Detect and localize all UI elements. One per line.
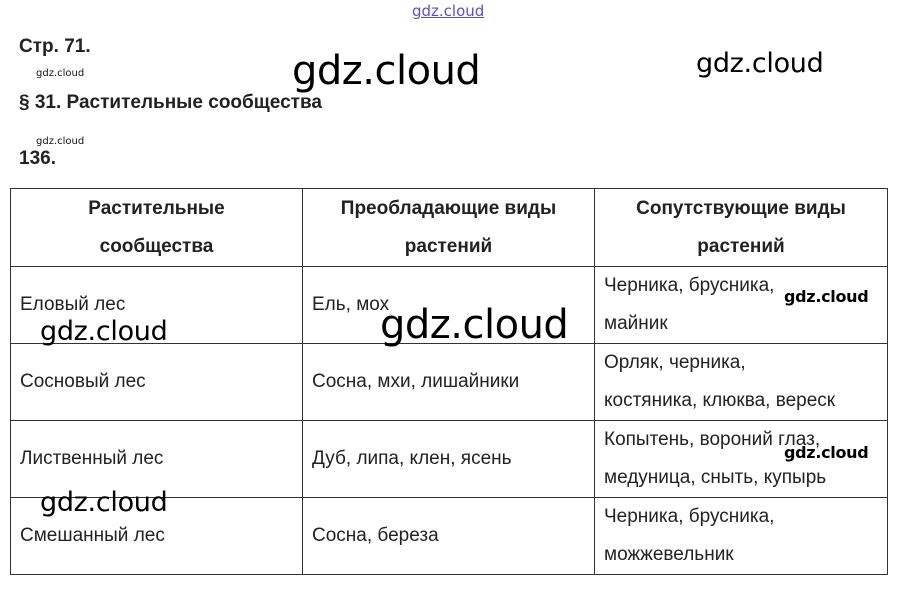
section-title: § 31. Растительные сообщества: [19, 92, 322, 113]
cell-line: костяника, клюква, вереск: [604, 390, 836, 411]
header-line: растений: [697, 235, 785, 257]
watermark-large: gdz.cloud: [292, 48, 481, 94]
header-companion: [595, 189, 888, 267]
table-row: [11, 344, 888, 421]
table-header-row: [11, 189, 888, 267]
cell-line: медуница, сныть, купырь: [604, 467, 827, 488]
header-line: Сопутствующие виды: [636, 197, 846, 219]
watermark-overlay: gdz.cloud: [40, 316, 168, 347]
watermark-overlay: gdz.cloud: [40, 487, 168, 518]
cell-dominant: Сосна, мхи, лишайники: [303, 344, 595, 421]
cell-line: Черника, брусника,: [604, 506, 775, 527]
header-line: Преобладающие виды: [340, 197, 557, 219]
watermark-right: gdz.cloud: [696, 48, 824, 79]
watermark-small: gdz.cloud: [36, 136, 85, 147]
cell-companion: [595, 344, 888, 421]
watermark-overlay: gdz.cloud: [380, 302, 569, 348]
header-community: [11, 189, 303, 267]
header-line: Растительные: [88, 197, 225, 219]
task-number: 136.: [19, 148, 56, 169]
cell-line: можжевельник: [604, 544, 734, 565]
watermark-overlay: gdz.cloud: [784, 443, 869, 462]
cell-dominant: Дуб, липа, клен, ясень: [303, 421, 595, 498]
cell-community: Сосновый лес: [11, 344, 303, 421]
cell-line: майник: [604, 313, 668, 334]
cell-community: Смешанный лес: [11, 498, 303, 575]
header-line: растений: [404, 235, 493, 257]
cell-community: Лиственный лес: [11, 421, 303, 498]
watermark-small: gdz.cloud: [36, 68, 85, 79]
cell-line: Черника, брусника,: [604, 275, 775, 296]
cell-companion: [595, 498, 888, 575]
watermark-top-link[interactable]: gdz.cloud: [412, 2, 485, 20]
cell-dominant: Ель, мох: [303, 267, 595, 344]
cell-community: Еловый лес: [11, 267, 303, 344]
cell-line: Орляк, черника,: [604, 352, 746, 373]
watermark-overlay: gdz.cloud: [784, 287, 869, 306]
table-row: [11, 421, 888, 498]
cell-dominant: Сосна, береза: [303, 498, 595, 575]
header-dominant: [303, 189, 595, 267]
cell-line: Копытень, вороний глаз,: [604, 429, 821, 450]
header-line: сообщества: [99, 235, 214, 257]
page-number: Стр. 71.: [19, 36, 91, 57]
